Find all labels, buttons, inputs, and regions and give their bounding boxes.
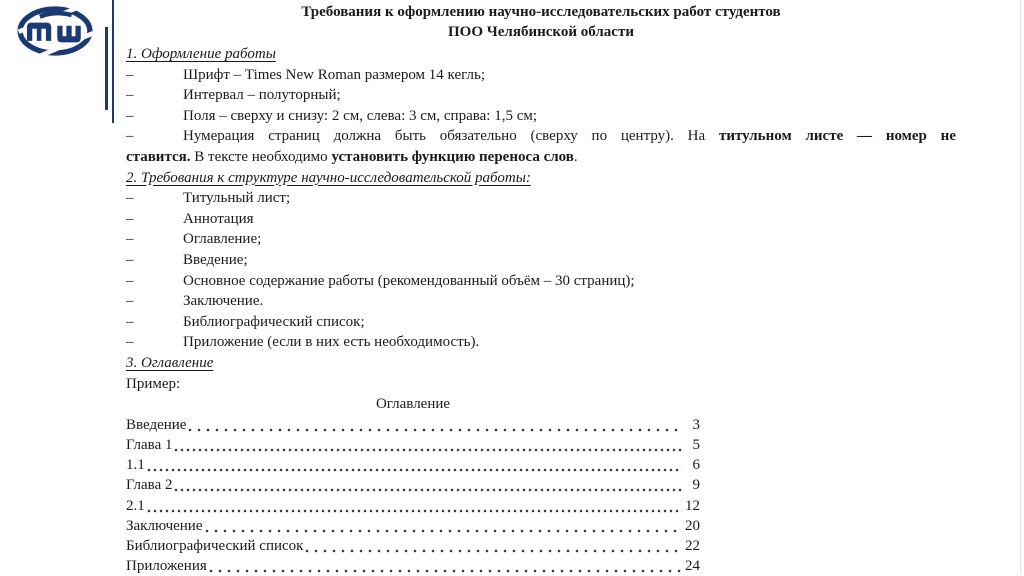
toc-page-number: 5 xyxy=(692,436,700,453)
toc-row xyxy=(126,455,700,475)
list-item xyxy=(126,271,956,292)
bullet-dash: – xyxy=(126,313,134,330)
list-item-text: Основное содержание работы (рекомендованный объём – 30 страниц); xyxy=(183,272,635,289)
dot-leader xyxy=(146,496,682,516)
toc-title: Оглавление xyxy=(375,396,451,413)
example-label: Пример: xyxy=(126,375,181,392)
page-title-line2: ПОО Челябинской области xyxy=(448,24,634,40)
numbering-text-regular: Нумерация страниц должна быть обязательно (сверху по центру). На xyxy=(183,128,719,145)
bullet-dash: – xyxy=(126,66,134,83)
list-item-text: Шрифт – Times New Roman размером 14 кегль; xyxy=(183,66,485,83)
dot-leader xyxy=(208,556,682,576)
numbering-text-regular: . xyxy=(573,148,578,165)
page-title xyxy=(126,2,956,42)
toc-label: 2.1 xyxy=(126,497,145,514)
section3-heading: 3. Оглавление xyxy=(126,354,214,371)
toc-label: Приложения xyxy=(126,558,207,575)
bullet-dash: – xyxy=(126,190,134,207)
list-item-text: Аннотация xyxy=(183,210,254,227)
organization-logo-icon xyxy=(17,6,93,56)
list-item xyxy=(126,85,956,106)
bullet-dash: – xyxy=(126,293,134,310)
toc-label: Библиографический список xyxy=(126,537,304,554)
document-body xyxy=(126,2,956,576)
section2-heading: 2. Требования к структуре научно-исследовательской работы: xyxy=(126,169,531,186)
bullet-dash: – xyxy=(126,334,134,351)
toc-page-number: 3 xyxy=(692,416,700,433)
toc-row xyxy=(126,415,700,435)
toc-row xyxy=(126,496,700,516)
toc-page-number: 9 xyxy=(692,477,700,494)
dot-leader xyxy=(204,516,683,536)
toc-row xyxy=(126,435,700,455)
numbering-text-regular: В тексте необходимо xyxy=(190,148,332,165)
dot-leader xyxy=(173,435,682,455)
list-item-text: Библиографический список; xyxy=(183,313,365,330)
dot-leader xyxy=(146,455,682,475)
bullet-dash: – xyxy=(126,128,134,145)
toc-page-number: 12 xyxy=(685,497,700,514)
numbering-text-bold: установить функцию переноса слов xyxy=(331,148,574,165)
page-title-line1: Требования к оформлению научно-исследовательских работ студентов xyxy=(301,4,781,20)
toc-row xyxy=(126,556,700,576)
list-item-text: Оглавление; xyxy=(183,231,262,248)
dot-leader xyxy=(173,475,682,495)
list-item-numbering-line2 xyxy=(126,147,956,168)
bullet-dash: – xyxy=(126,87,134,104)
bullet-dash: – xyxy=(126,210,134,227)
section1-heading: 1. Оформление работы xyxy=(126,46,276,62)
toc-label: Заключение xyxy=(126,517,203,534)
numbering-text-bold: титульном листе — номер не xyxy=(718,128,956,145)
list-item-text: Титульный лист; xyxy=(183,190,291,207)
list-item xyxy=(126,106,956,127)
toc-row xyxy=(126,536,700,556)
toc-label: Введение xyxy=(126,416,187,433)
list-item xyxy=(126,250,956,271)
toc-page-number: 24 xyxy=(685,558,700,575)
list-item xyxy=(126,65,956,86)
toc-page-number: 20 xyxy=(685,517,700,534)
decorative-vertical-line-short xyxy=(105,27,108,110)
bullet-dash: – xyxy=(126,251,134,268)
toc-row xyxy=(126,475,700,495)
list-item xyxy=(126,312,956,333)
list-item xyxy=(126,209,956,230)
toc-label: Глава 1 xyxy=(126,436,173,453)
toc-page-number: 6 xyxy=(692,457,700,474)
numbering-text-bold: ставится. xyxy=(126,148,191,165)
list-item-text: Приложение (если в них есть необходимость). xyxy=(183,334,480,351)
list-item xyxy=(126,188,956,209)
list-item-text: Заключение. xyxy=(183,293,264,310)
bullet-dash: – xyxy=(126,272,134,289)
slide-edge-line xyxy=(1020,0,1021,574)
bullet-dash: – xyxy=(126,231,134,248)
table-of-contents xyxy=(126,394,700,576)
dot-leader xyxy=(304,536,682,556)
dot-leader xyxy=(187,415,682,435)
bullet-dash: – xyxy=(126,107,134,124)
toc-label: 1.1 xyxy=(126,457,145,474)
list-item xyxy=(126,332,956,353)
list-item-numbering-line1 xyxy=(126,126,956,147)
toc-label: Глава 2 xyxy=(126,477,173,494)
list-item xyxy=(126,229,956,250)
list-item xyxy=(126,291,956,312)
decorative-vertical-line-long xyxy=(112,0,114,123)
list-item-text: Введение; xyxy=(183,251,248,268)
list-item-text: Интервал – полуторный; xyxy=(183,87,341,104)
toc-row xyxy=(126,516,700,536)
toc-page-number: 22 xyxy=(685,537,700,554)
list-item-text: Поля – сверху и снизу: 2 см, слева: 3 см, справа: 1,5 см; xyxy=(183,107,538,124)
